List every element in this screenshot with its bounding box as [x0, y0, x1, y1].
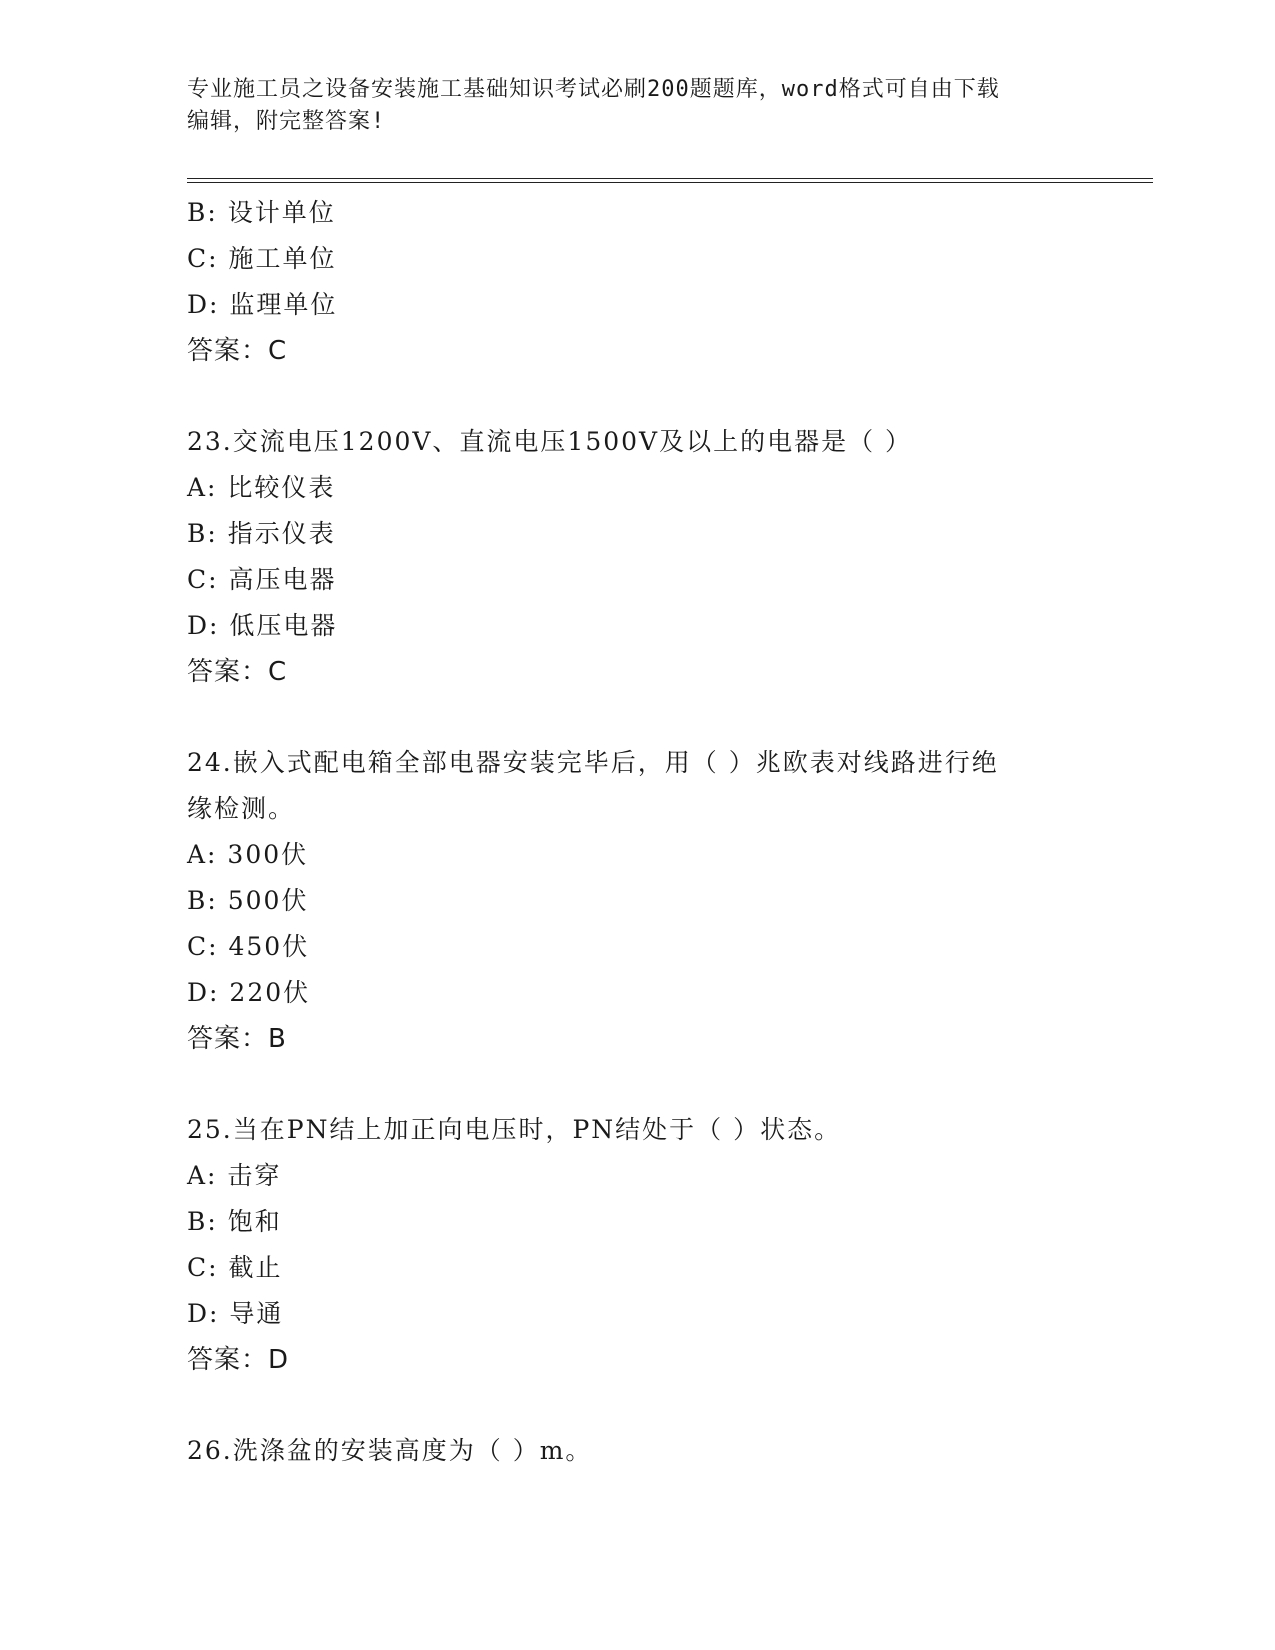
question-25	[187, 1107, 1087, 1383]
question-stem-line-1: 24.嵌入式配电箱全部电器安装完毕后，用（ ）兆欧表对线路进行绝	[187, 748, 999, 777]
spacer	[187, 1062, 1087, 1107]
header-divider	[187, 178, 1153, 183]
answer: 答案：B	[187, 1024, 287, 1054]
question-stem: 26.洗涤盆的安装高度为（ ）m。	[187, 1436, 593, 1465]
question-stem-line-2: 缘检测。	[187, 794, 296, 823]
spacer	[187, 1383, 1087, 1428]
answer: 答案：C	[187, 657, 288, 687]
page-header	[187, 74, 1067, 138]
spacer	[187, 374, 1087, 419]
option-d: D: 220伏	[187, 978, 311, 1007]
option-a: A: 300伏	[187, 840, 309, 869]
option-c: C: 高压电器	[187, 565, 337, 594]
option-b: B: 设计单位	[187, 198, 336, 227]
question-stem: 23.交流电压1200V、直流电压1500V及以上的电器是（ ）	[187, 427, 913, 456]
option-d: D: 低压电器	[187, 611, 338, 640]
option-d: D: 监理单位	[187, 290, 338, 319]
question-24	[187, 740, 1087, 1062]
option-a: A: 比较仪表	[187, 473, 336, 502]
answer: 答案：D	[187, 1345, 290, 1375]
option-a: A: 击穿	[187, 1161, 282, 1190]
answer: 答案：C	[187, 336, 288, 366]
option-c: C: 截止	[187, 1253, 283, 1282]
option-c: C: 施工单位	[187, 244, 337, 273]
option-b: B: 指示仪表	[187, 519, 336, 548]
question-26	[187, 1428, 1087, 1474]
question-22-tail	[187, 190, 1087, 374]
header-title-line-2: 编辑，附完整答案!	[187, 109, 386, 134]
question-23	[187, 419, 1087, 695]
option-d: D: 导通	[187, 1299, 284, 1328]
option-b: B: 500伏	[187, 886, 309, 915]
option-c: C: 450伏	[187, 932, 310, 961]
option-b: B: 饱和	[187, 1207, 282, 1236]
header-title-line-1: 专业施工员之设备安装施工基础知识考试必刷200题题库，word格式可自由下载	[187, 77, 1000, 102]
question-list	[187, 190, 1087, 1474]
spacer	[187, 695, 1087, 740]
question-stem: 25.当在PN结上加正向电压时，PN结处于（ ）状态。	[187, 1115, 842, 1144]
